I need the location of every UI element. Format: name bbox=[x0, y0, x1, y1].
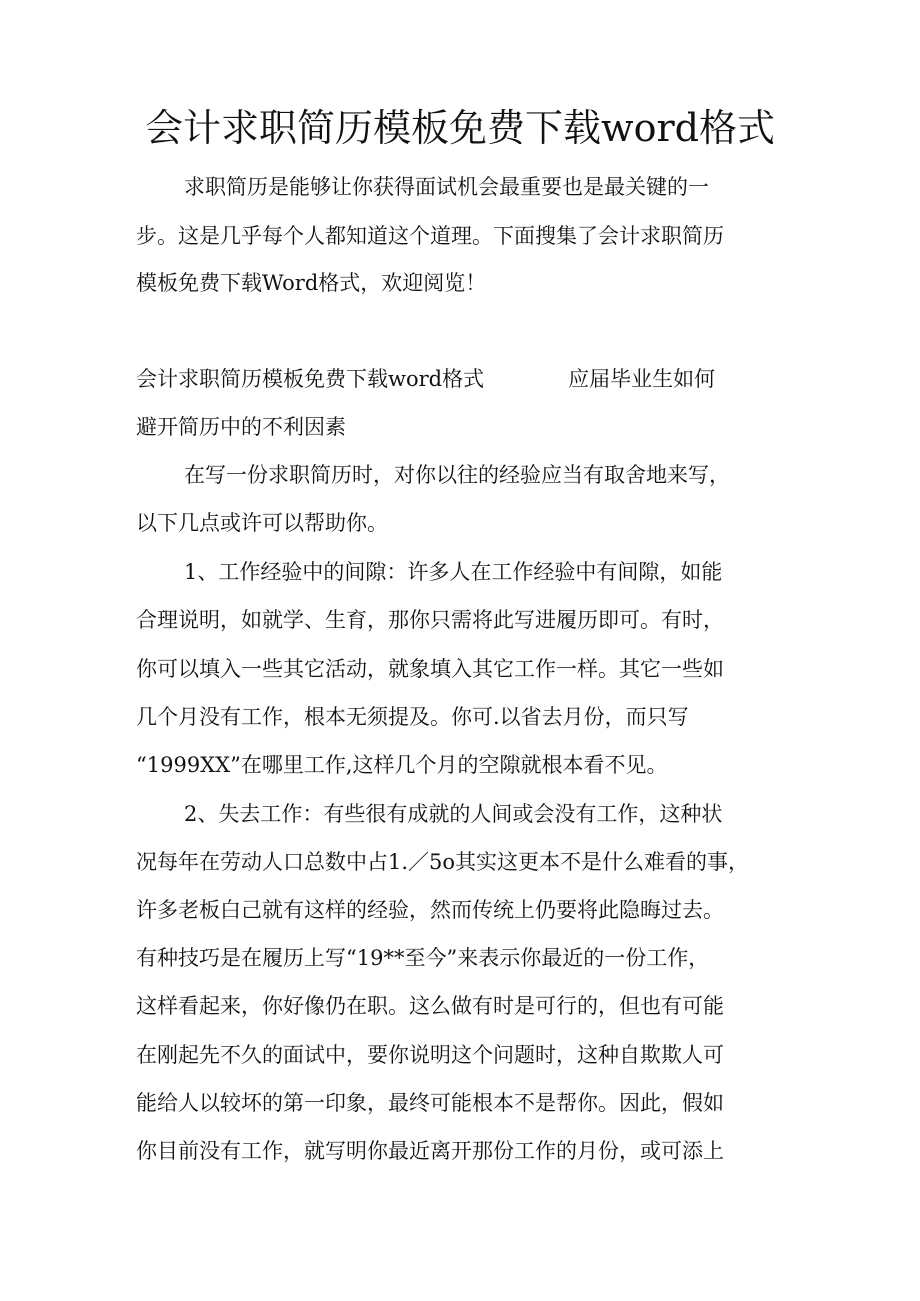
para3-line-5: 这样看起来，你好像仍在职。这么做有时是可行的，但也有可能 bbox=[136, 994, 724, 1018]
section-heading-line-2: 避开简历中的不利因素 bbox=[136, 415, 346, 439]
para3-line-3: 许多老板白己就有这样的经验，然而传统上仍要将此隐晦过去。 bbox=[136, 898, 724, 922]
para3-line-8: 你目前没有工作，就写明你最近离开那份工作的月份，或可添上 bbox=[136, 1139, 724, 1163]
para2-line-1: 1、工作经验中的间隙：许多人在工作经验中有间隙，如能 bbox=[184, 560, 723, 584]
para3-line-2: 况每年在劳动人口总数中占1.／5o其实这更本不是什么难看的事， bbox=[136, 850, 750, 874]
para2-line-3: 你可以填入一些其它活动，就象填入其它工作一样。其它一些如 bbox=[136, 657, 724, 681]
section-heading-left: 会计求职简历模板免费下载word格式 bbox=[136, 367, 485, 391]
document-title: 会计求职简历模板免费下载word格式 bbox=[145, 106, 775, 150]
section-heading-right: 应届毕业生如何 bbox=[568, 367, 716, 391]
para3-line-1: 2、失去工作：有些很有成就的人间或会没有工作，这种状 bbox=[184, 802, 723, 826]
para3-line-7: 能给人以较坏的第一印象，最终可能根本不是帮你。因此，假如 bbox=[136, 1091, 724, 1115]
intro-line-3: 模板免费下载Word格式，欢迎阅览！ bbox=[136, 271, 487, 295]
para2-line-4: 几个月没有工作，根本无须提及。你可.以省去月份，而只写 bbox=[136, 705, 689, 729]
section-heading-line-1 bbox=[136, 364, 715, 394]
para1-line-2: 以下几点或许可以帮助你。 bbox=[136, 511, 388, 535]
para1-line-1: 在写一份求职简历时，对你以往的经验应当有取舍地来写， bbox=[184, 463, 730, 487]
intro-line-2: 步。这是几乎每个人都知道这个道理。下面搜集了会计求职简历 bbox=[136, 224, 724, 248]
para3-line-6: 在刚起先不久的面试中，要你说明这个问题时，这种自欺欺人可 bbox=[136, 1043, 724, 1067]
para3-line-4: 有种技巧是在履历上写“19**至今”来表示你最近的一份工作， bbox=[136, 946, 710, 970]
intro-line-1: 求职简历是能够让你获得面试机会最重要也是最关键的一 bbox=[184, 175, 709, 199]
para2-line-5: “1999XX”在哪里工作,这样几个月的空隙就根本看不见。 bbox=[136, 753, 668, 777]
para2-line-2: 合理说明，如就学、生育，那你只需将此写进履历即可。有时， bbox=[136, 608, 724, 632]
